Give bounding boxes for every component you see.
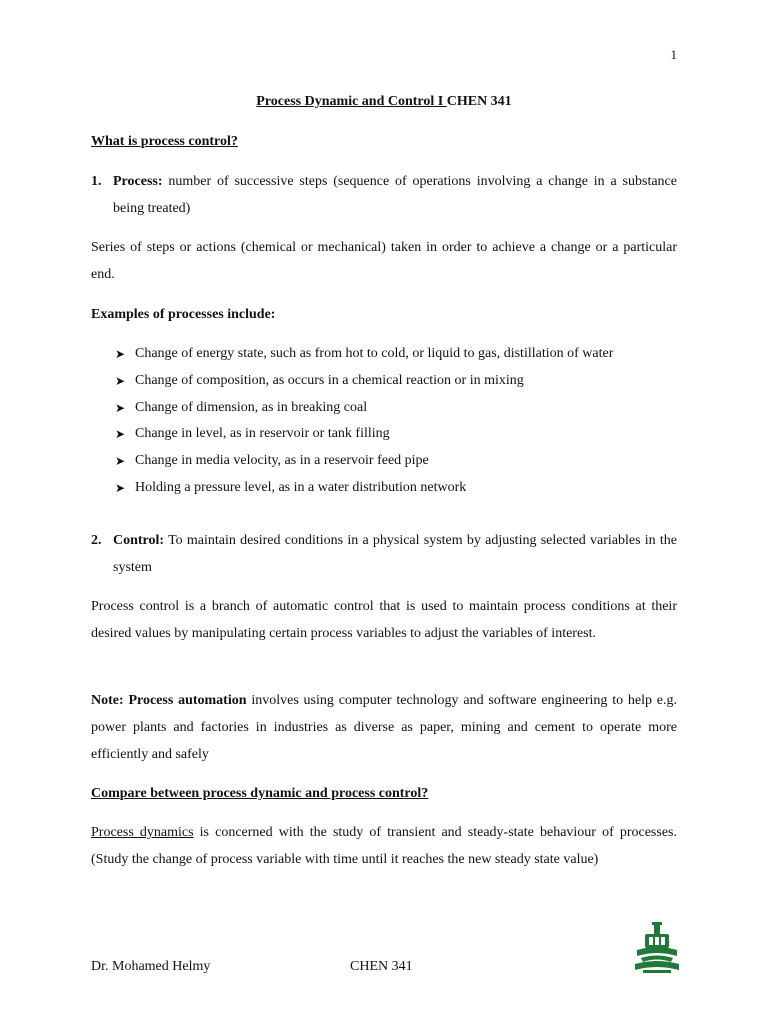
title-main: Process Dynamic and Control I xyxy=(256,94,444,109)
item-label: Process: xyxy=(113,174,163,189)
list-item: ➤ Change of dimension, as in breaking coal xyxy=(115,395,675,422)
arrowhead-bullet-icon: ➤ xyxy=(115,373,126,388)
dynamics-term: Process dynamics xyxy=(91,825,194,840)
list-item: ➤ Change in level, as in reservoir or tank filling xyxy=(115,421,675,448)
arrowhead-bullet-icon: ➤ xyxy=(115,427,126,442)
note-text: involves using computer technology and software engineering to help e.g. power plants and factories in industries as diverse as paper, mining and cement to operate more efficiently and safely xyxy=(91,693,678,762)
paragraph-series: Series of steps or actions (chemical or mechanical) taken in order to achieve a change or a particular end. xyxy=(91,240,677,282)
examples-list xyxy=(115,341,675,502)
note-label: Note: Process automation xyxy=(91,693,247,708)
list-item: ➤ Change in media velocity, as in a reservoir feed pipe xyxy=(115,448,675,475)
list-item: ➤ Change of energy state, such as from hot to cold, or liquid to gas, distillation of water xyxy=(115,341,675,368)
page-number: 1 xyxy=(670,47,677,62)
numbered-item-control xyxy=(91,527,677,581)
footer-course: CHEN 341 xyxy=(350,959,413,974)
item-text: To maintain desired conditions in a physical system by adjusting selected variables in the system xyxy=(113,533,678,575)
examples-heading: Examples of processes include: xyxy=(91,307,276,322)
note-paragraph xyxy=(91,687,677,768)
paragraph-dynamics xyxy=(91,819,677,873)
paragraph-process-control: Process control is a branch of automatic control that is used to maintain process conditions at their desired values by manipulating certain process variables to adjust the variables of interest. xyxy=(91,599,677,641)
item-number: 2. xyxy=(91,533,102,548)
item-number: 1. xyxy=(91,174,102,189)
arrowhead-bullet-icon: ➤ xyxy=(115,454,126,469)
heading-what-is-process-control: What is process control? xyxy=(91,134,238,149)
list-item: ➤ Holding a pressure level, as in a water distribution network xyxy=(115,475,675,502)
heading-compare: Compare between process dynamic and process control? xyxy=(91,786,429,801)
university-logo-icon xyxy=(633,922,681,974)
dynamics-text: is concerned with the study of transient and steady-state behaviour of processes. (Study the change of process variable with time until it reaches the new steady state value) xyxy=(91,825,677,867)
footer-author: Dr. Mohamed Helmy xyxy=(91,959,211,974)
arrowhead-bullet-icon: ➤ xyxy=(115,347,126,361)
page-title xyxy=(0,94,768,110)
item-text: number of successive steps (sequence of operations involving a change in a substance being treated) xyxy=(113,174,677,216)
item-label: Control: xyxy=(113,533,165,548)
title-course: CHEN 341 xyxy=(446,94,512,109)
list-item: ➤ Change of composition, as occurs in a chemical reaction or in mixing xyxy=(115,368,675,395)
numbered-item-process xyxy=(91,168,677,222)
arrowhead-bullet-icon: ➤ xyxy=(115,480,126,495)
arrowhead-bullet-icon: ➤ xyxy=(115,400,126,415)
